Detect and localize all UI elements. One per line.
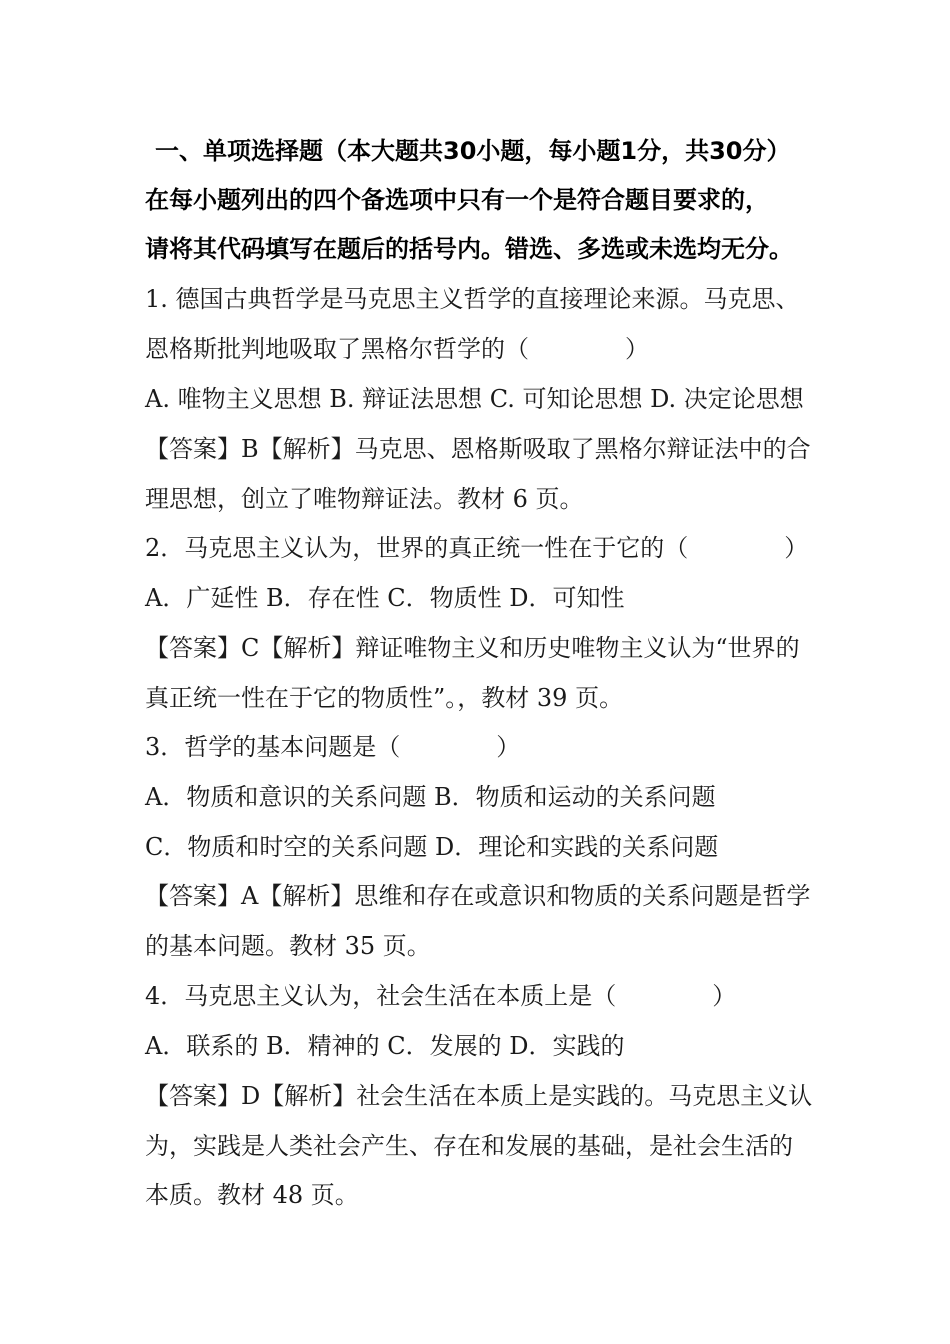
question-2-options: A．广延性 B．存在性 C．物质性 D．可知性 <box>145 584 625 612</box>
question-1-options: A. 唯物主义思想 B. 辩证法思想 C. 可知论思想 D. 决定论思想 <box>145 385 804 413</box>
question-2-answer-line-1: 【答案】C【解析】辩证唯物主义和历史唯物主义认为“世界的 <box>145 634 800 662</box>
question-4-answer-line-1: 【答案】D【解析】社会生活在本质上是实践的。马克思主义认 <box>145 1082 813 1110</box>
question-3-answer-line-2: 的基本问题。教材 35 页。 <box>145 932 431 960</box>
instruction-line-1: 在每小题列出的四个备选项中只有一个是符合题目要求的， <box>145 186 769 214</box>
question-4-answer-line-2: 为，实践是人类社会产生、存在和发展的基础，是社会生活的 <box>145 1132 793 1160</box>
question-1-answer-line-1: 【答案】B【解析】马克思、恩格斯吸取了黑格尔辩证法中的合 <box>145 435 811 463</box>
question-3-stem-line-1: 3．哲学的基本问题是（ ） <box>145 733 521 761</box>
question-4-answer-line-3: 本质。教材 48 页。 <box>145 1181 359 1209</box>
instruction-line-2: 请将其代码填写在题后的括号内。错选、多选或未选均无分。 <box>145 235 793 263</box>
question-2-stem-line-1: 2．马克思主义认为，世界的真正统一性在于它的（ ） <box>145 534 809 562</box>
question-1-answer-line-2: 理思想，创立了唯物辩证法。教材 6 页。 <box>145 485 584 513</box>
question-3-options-line-1: A．物质和意识的关系问题 B．物质和运动的关系问题 <box>145 783 716 811</box>
question-4-options: A．联系的 B．精神的 C．发展的 D．实践的 <box>145 1032 625 1060</box>
section-title: 一、单项选择题（本大题共30小题，每小题1分，共30分） <box>155 137 791 165</box>
question-1-stem-line-1: 1. 德国古典哲学是马克思主义哲学的直接理论来源。马克思、 <box>145 285 800 313</box>
question-3-answer-line-1: 【答案】A【解析】思维和存在或意识和物质的关系问题是哲学 <box>145 882 811 910</box>
question-2-answer-line-2: 真正统一性在于它的物质性”。，教材 39 页。 <box>145 684 624 712</box>
question-4-stem-line-1: 4．马克思主义认为，社会生活在本质上是（ ） <box>145 982 737 1010</box>
question-1-stem-line-2: 恩格斯批判地吸取了黑格尔哲学的（ ） <box>145 335 649 363</box>
question-3-options-line-2: C．物质和时空的关系问题 D．理论和实践的关系问题 <box>145 833 719 861</box>
